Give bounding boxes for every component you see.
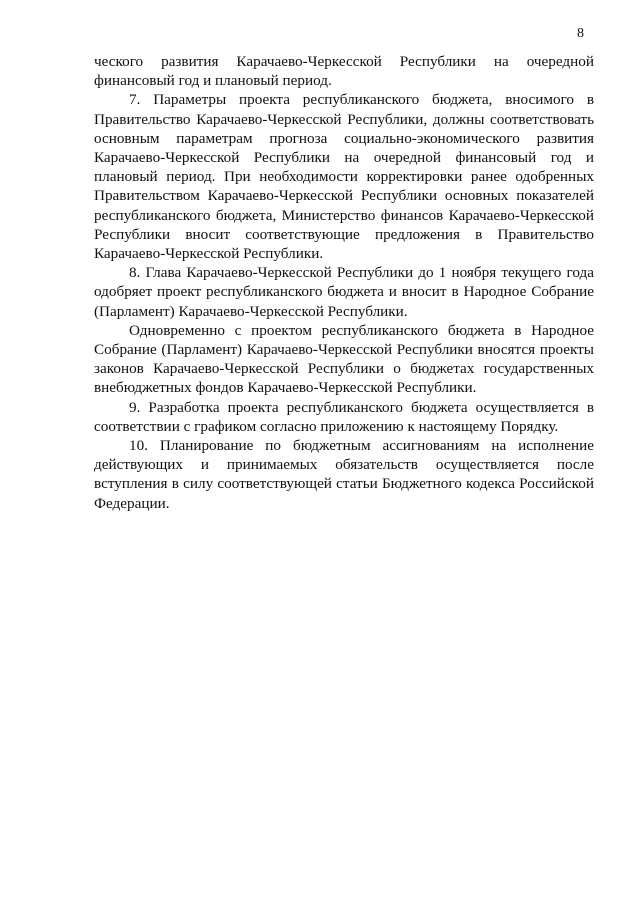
paragraph-10: 10. Планирование по бюджетным ассигнованиям на исполнение действующих и принимаемых обязательств осуществляется после вступления в силу соответствующей статьи Бюджетного кодекса Российской Федерации. [94,437,594,512]
paragraph-continuation: ческого развития Карачаево-Черкесской Республики на очередной финансовый год и плановый период. [94,53,594,90]
paragraph-8-continued: Одновременно с проектом республиканского бюджета в Народное Собрание (Парламент) Карачаево-Черкесской Республики вносятся проекты законов Карачаево-Черкесской Республики о бюджетах государственных внебюджетных фондов Карачаево-Черкесской Республики. [94,321,594,397]
page-number: 8 [577,26,584,41]
document-body [94,52,594,513]
paragraph-9: 9. Разработка проекта республиканского бюджета осуществляется в соответствии с графиком согласно приложению к настоящему Порядку. [94,398,594,435]
paragraph-7: 7. Параметры проекта республиканского бюджета, вносимого в Правительство Карачаево-Черкесской Республики, должны соответствовать основным параметрам прогноза социально-экономического развития Карачаево-Черкесской Республики на очередной финансовый год и плановый период. При необходимости корректировки ранее одобренных Правительством Карачаево-Черкесской Республики основных показателей республиканского бюджета, Министерство финансов Карачаево-Черкесской Республики вносит соответствующие предложения в Правительство Карачаево-Черкесской Республики. [94,91,594,263]
paragraph-8: 8. Глава Карачаево-Черкесской Республики до 1 ноября текущего года одобряет проект республиканского бюджета и вносит в Народное Собрание (Парламент) Карачаево-Черкесской Республики. [94,264,594,320]
